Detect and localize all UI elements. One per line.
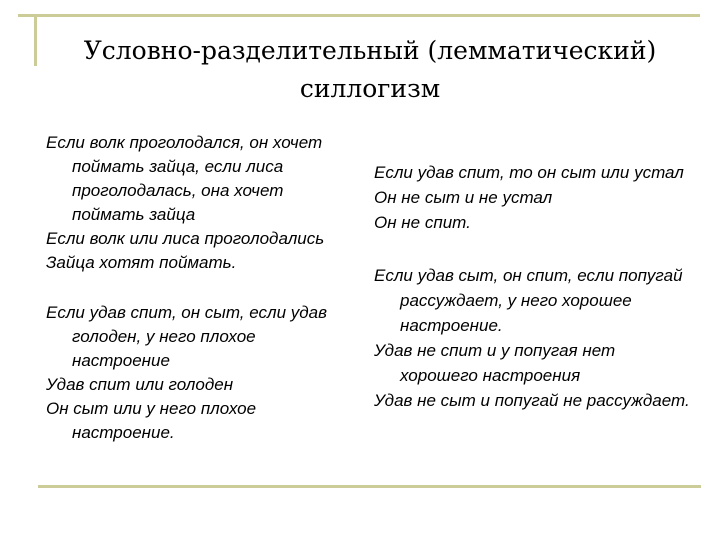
premise-major: Если удав спит, он сыт, если удав голоден, у него плохое настроение bbox=[46, 303, 327, 370]
syllogism-example-4 bbox=[374, 263, 694, 413]
right-column bbox=[374, 160, 694, 413]
title-line-1: Условно-разделительный (лемматический) bbox=[83, 36, 657, 65]
left-column bbox=[46, 131, 346, 445]
syllogism-example-2 bbox=[46, 301, 346, 445]
frame-left-line bbox=[34, 14, 37, 66]
frame-top-line bbox=[18, 14, 700, 17]
slide-title bbox=[40, 32, 700, 108]
title-line-2: силлогизм bbox=[299, 74, 441, 103]
premise-major: Если волк проголодался, он хочет поймать зайца, если лиса проголодалась, она хочет поймать зайца bbox=[46, 133, 323, 224]
conclusion: Он сыт или у него плохое настроение. bbox=[46, 399, 257, 442]
conclusion: Удав не сыт и попугай не рассуждает. bbox=[374, 391, 690, 410]
premise-minor: Удав спит или голоден bbox=[46, 375, 234, 394]
premise-minor: Если волк или лиса проголодались bbox=[46, 229, 325, 248]
conclusion: Зайца хотят поймать. bbox=[46, 253, 237, 272]
premise-major: Если удав сыт, он спит, если попугай рассуждает, у него хорошее настроение. bbox=[374, 266, 683, 335]
syllogism-example-1 bbox=[46, 131, 346, 275]
premise-major: Если удав спит, то он сыт или устал bbox=[374, 163, 684, 182]
frame-bottom-line bbox=[38, 485, 701, 488]
premise-minor: Он не сыт и не устал bbox=[374, 188, 553, 207]
premise-minor: Удав не спит и у попугая нет хорошего настроения bbox=[374, 341, 616, 385]
syllogism-example-3 bbox=[374, 160, 694, 235]
conclusion: Он не спит. bbox=[374, 213, 471, 232]
